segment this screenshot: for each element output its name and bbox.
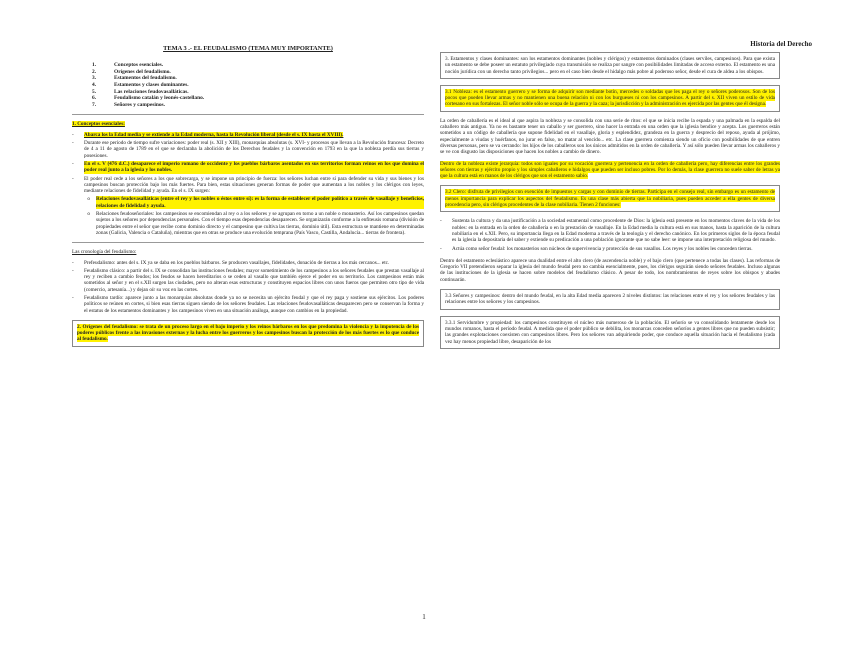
divider	[72, 242, 424, 243]
box-text: 3. Estamentos y clases dominantes: son los estamentos dominantes (nobles y clérigos) y estamentos dominados (clases serviles, campesinos). Para que exista un estamento se debe poseer un estatuto privilegiado cuya transmisión se realiza por sangre con posibilidades limitadas de acceso externo. El estamento es una noción jurídica con un derecho tanto privilegios... pero en el caso bien desde el hidalgo más pobre al poderoso señor, desde el cura de aldea a los obispos.	[445, 56, 775, 75]
box-text: 3.3 Señores y campesinos: dentro del mundo feudal, en la alta Edad media aparecen 2 niveles distintos: las relaciones entre el rey y los señores feudales y las relaciones entre los señores y los campesinos.	[445, 293, 775, 306]
table-of-contents	[72, 62, 424, 108]
toc-text: Estamentos y clases dominantes.	[114, 82, 189, 89]
sub-bullet-item	[72, 196, 424, 209]
bullet-text: En el s. V (476 d.C.) desaparece el imperio romano de occidente y los pueblos bárbaros asentados en sus territorios forman reinos en los que domina el poder real junto a la iglesia y los nobles.	[84, 160, 424, 174]
toc-item	[72, 95, 424, 102]
dash-marker: -	[440, 245, 442, 252]
paragraph	[440, 258, 780, 283]
dash-marker: -	[72, 160, 74, 167]
dash-marker: -	[72, 140, 74, 147]
toc-number: 3.	[92, 75, 97, 82]
paragraph-text: La orden de caballería es el ideal al que aspira la nobleza y se consolida con una serie de ritos: el que se inicia recibe la espada y una palmada en la espalda del caballero más antiguo. Ya no es bastante tener un caballo y ser guerrero, sino hacer la entrada en una orden que la iglesia bendice y acepta. Los guerreros están sometidos a un código de caballería que supone fidelidad en el vasallaje, gloria y esplendidez, grandeza en la guerra y desprecio del reposo, ayuda al prójimo, especialmente a viudas y huérfanos, no jurar en falso, no matar al vencido... etc. La clase guerrera comienza siendo un oficio con posibilidades de que entren diversas personas, pero se va cerrando: los hijos de los caballeros son los únicos admitidos en la orden de caballería. Y así sólo pueden llevar armas los caballeros y se ve con disgusto las disposiciones que hacen los nobles a cambio de dinero.	[440, 117, 780, 156]
heading-text: 1. Conceptos esenciales:	[72, 121, 125, 128]
bullet-text: Feudalismo tardío: aparece junto a las monarquías absolutas donde ya no se necesita un ejército feudal y que el rey paga y sostiene sus ejércitos. Los poderes políticos se reúnen en cortes, si bien esas tierras siguen siendo de los señores feudales. Las relaciones feudovasalláticas desaparecen pero se conservan la forma y el estatus de los estamentos dominantes y los campesinos viven en una situación análoga, aunque con cambios en la propiedad.	[84, 294, 424, 314]
toc-item	[72, 102, 424, 109]
section-box-senores	[440, 289, 780, 310]
section-heading	[72, 249, 424, 255]
section-box-origins	[72, 320, 424, 347]
section-box-estamentos	[440, 52, 780, 79]
dash-marker: -	[72, 175, 74, 182]
section-box-nobleza	[440, 85, 780, 112]
dash-marker: -	[72, 259, 74, 266]
toc-number: 7.	[92, 101, 97, 108]
paragraph	[440, 161, 780, 180]
divider	[72, 114, 424, 115]
bullet-item	[440, 246, 780, 252]
toc-number: 5.	[92, 88, 97, 95]
bullet-text: Prefeudalismo: antes del s. IX ya se daba en los pueblos bárbaros. Se producen vasallajes, fidelidades, donación de tierras a los más cercanos... etc.	[84, 259, 390, 266]
title-text: TEMA 3 .- EL FEUDALISMO (TEMA MUY IMPORTANTE)	[163, 45, 333, 52]
bullet-item	[72, 140, 424, 159]
toc-item	[72, 69, 424, 76]
toc-number: 6.	[92, 95, 97, 102]
toc-text: Feudalismo catalán y leonés-castellano.	[114, 95, 205, 102]
bullet-text: Durante ese período de tiempo sufre variaciones: poder real (s. XII y XIII), monarquías absolutas (s. XVI- y procesos que llevan a la Revolución francesa: Decreto de 4 a 11 de agosto de 1789 en el que se declaraba la abolición de los Derechos feudales y la convención en 1793 en la que la nobleza perdía sus tierras y posesiones.	[84, 140, 424, 159]
bullet-text: El poder real cede a los señores a los que sobrecarga, y se impone un principio de fuerza: los señores luchan entre sí para defender su vida y sus bienes y los campesinos buscan protección bajo los más fuertes. Para bien, estas situaciones generan formas de poder que aumentan a los nobles y los clérigos con leyes, mediante relaciones de fidelidad y ayuda. En el s. IX surgen:	[84, 175, 424, 195]
bullet-item	[72, 132, 424, 138]
box-text: 2. Orígenes del feudalismo: se trata de un proceso largo en el bajo imperio y los reinos bárbaros en los que predomina la violencia y la impotencia de los poderes públicos frente a las invasiones externas y la lucha entre los guerreros y los campesinos buscan la protección de los más fuertes es lo que conduce al feudalismo.	[77, 323, 419, 343]
dash-marker: -	[440, 218, 442, 225]
box-text: 3.3.1 Servidumbre y propiedad: los campesinos constituyen el núcleo más numeroso de la población. El señorío se va consolidando lentamente desde los mundos romanos, hasta el período feudal. A medida que el poder público se debilita, los monarcas conceden señoríos a gentes libres que no pueden subsistir; las grandes explotaciones coexisten con campesinos libres. Pero los señores van adquiriendo poder, que conduce aquella situación hacia el feudalismo (cada vez hay menos propiedad libre, desaparición de los	[445, 319, 775, 345]
toc-text: Estamentos del feudalismo.	[114, 75, 177, 82]
bullet-item	[72, 260, 424, 266]
toc-item	[72, 89, 424, 96]
left-column	[72, 46, 424, 353]
dash-marker: -	[72, 267, 74, 274]
page-header: Historia del Derecho	[750, 40, 812, 48]
toc-text: Conceptos esenciales.	[114, 62, 164, 69]
bullet-item	[72, 295, 424, 314]
paragraph-text: Dentro del estamento eclesiástico aparece una dualidad entre el alto clero (de ascendencia noble) y el bajo clero (que pertenece a todas las clases). Las reformas de Gregorio VII pretendieron separar la iglesia del mundo feudal pero no cambia esencialmente, pues, los clérigos seguirán siendo señores feudales. Incluso algunas de las instituciones de la iglesia se hacen sobre modelos del feudalismo clásico. A pesar de todo, los nombramientos de reyes sobre los obispos y abades continuarán.	[440, 257, 780, 283]
dash-marker: -	[72, 294, 74, 301]
toc-number: 1.	[92, 62, 97, 69]
sub-bullet-text: Relaciones feudoseñoriales: los campesinos se encomiendan al rey o a los señores y se agrupan en torno a un noble o monasterio. Así los campesinos quedan sujetos a los señores por dependencias personales. Con el tiempo esas dependencias desaparecen. Se organizarán conforme a la enfiteusis romana (división de propiedades entre el señor que recibe como dominio directo y el campesino que cultiva las tierras, dominio útil). Esta estructura se mantiene en determinadas zonas (Galicia, Valencia o Cataluña), mientras que en otras se produce una evolución temprana (País Vasco, Castilla, Andalucía... tierras de frontera).	[96, 211, 424, 236]
section-heading	[72, 121, 424, 127]
circle-marker: o	[87, 211, 90, 218]
toc-text: Orígenes del feudalismo.	[114, 68, 171, 75]
toc-item	[72, 62, 424, 69]
bullet-item	[72, 268, 424, 293]
page-number: 1	[422, 613, 426, 621]
bullet-text: Actúa como señor feudal: los monasterios son núcleos de supervivencia y protección de sus vasallos. Los reyes y los nobles les conceden tierras.	[452, 245, 753, 252]
document-title	[72, 46, 424, 52]
toc-text: Señores y campesinos.	[114, 101, 165, 108]
toc-number: 4.	[92, 82, 97, 89]
toc-text: Las relaciones feudovasalláticas.	[114, 88, 189, 95]
section-box-clero	[440, 185, 780, 212]
sub-bullet-item	[72, 211, 424, 236]
box-text: 3.2 Clero: disfruta de privilegios con exención de impuestos y cargas y con dominio de tierras. Participa en el consejo real, sin embargo es un estamento de menos importancia para explicar los aspectos del feudalismo. Es una clase más abierta que la nobiliaria, pues pueden acceder a ella gentes de diversa procedencia pero, sin clérigos procedentes de la clase nobiliaria. Tienen 2 funciones:	[445, 189, 775, 209]
box-text: 3.1 Nobleza: es el estamento guerrero y se forma de adquirir son mediante botín, mercedes o soldadas que les paga el rey o señores poderosos. Son de los pocos que pueden llevar armas y no mantienen una buena relación ni con los burgueses ni con los campesinos. A partir del s. XII viven un estilo de vida cortesano en sus fortalezas. El señor noble sólo se ocupa de la guerra y la caza; la jurisdicción y la administración es ejercida por las gentes que él designa.	[445, 88, 775, 108]
sub-bullet-text: Relaciones feudovasalláticas (entre el rey y los nobles o éstos entre sí): es la forma de establecer el poder político a través de vasallaje y beneficios, relaciones de fidelidad y ayuda.	[96, 196, 424, 209]
section-box-servidumbre	[440, 316, 780, 349]
bullet-item	[440, 218, 780, 243]
bullet-text: Abarca los la Edad media y se extiende a la Edad moderna, hasta la Revolución liberal (desde el s. IX hasta el XVIII).	[84, 131, 344, 138]
right-column	[440, 46, 780, 355]
paragraph-text: Dentro de la nobleza existe jerarquía: todos son iguales por su vocación guerrera y pertenencia en la orden de caballería pero, hay diferencias entre los grandes señores con tierras y ejército propio y los simples caballeros e hidalgos que pueden ser incluso pobres. Por lo demás, la clase guerrera no suele saber de letras ya que la cultura está en manos de los clérigos que son el estamento sabio.	[440, 160, 780, 180]
toc-item	[72, 75, 424, 82]
toc-number: 2.	[92, 68, 97, 75]
circle-marker: o	[87, 196, 90, 203]
bullet-item	[72, 176, 424, 195]
paragraph	[440, 118, 780, 156]
bullet-item	[72, 161, 424, 174]
heading-text: Las cronología del feudalismo:	[72, 249, 137, 256]
toc-item	[72, 82, 424, 89]
bullet-text: Sustenta la cultura y da una justificación a la sociedad estamental como procedente de Dios: la iglesia está presente en los momentos claves de la vida de los nobles: en la entrada en la orden de caballería o en la prestación de vasallaje. En la Edad media la cultura está en sus manos, hasta la aparición de la cultura nobiliaria en el s.XII. Pero, su importancia llega en la Edad moderna a través de la teología y el derecho canónico. En los primeros siglos de la época feudal es la iglesia la depositaria del saber y extiende su predicación a una población ignorante que no sabe leer: se impone una interpretación religiosa del mundo.	[452, 218, 780, 244]
bullet-text: Feudalismo clásico: a partir del s. IX se consolidan las instituciones feudales; mayor sometimiento de los campesinos a los señores feudales que prestan vasallaje al rey y reciben a cambio feudos; los feudos se hacen hereditarios o se ceden al vasallo que también ejerce el poder en su territorio. Los campesinos están más sometidos al señor y en el s.XII surgen las ciudades, pero no alteran esas estructuras y constituyen espacios libres con unos fueros que permiten otro tipo de vida (comercio, artesanía...) y dejan oír su voz en las cortes.	[84, 267, 424, 293]
dash-marker: -	[72, 131, 74, 138]
